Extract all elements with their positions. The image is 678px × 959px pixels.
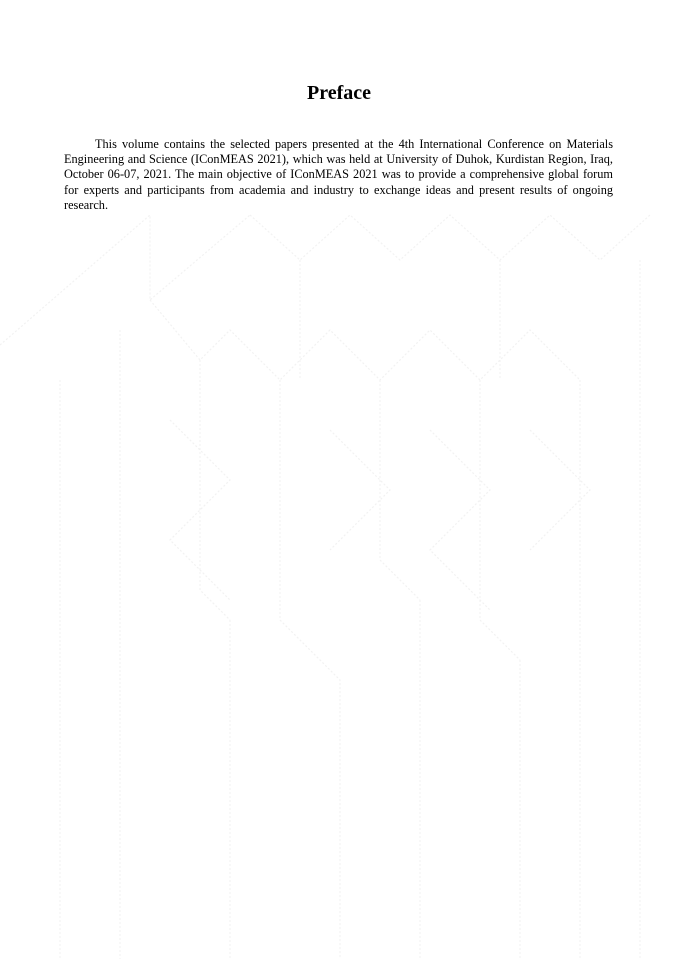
page-title: Preface — [306, 82, 372, 104]
preface-paragraph: This volume contains the selected papers presented at the 4th International Conference on Materials Engineering and Science (IConMEAS 2021), which was held at University of Duhok, Kurdistan Region, Iraq, October 06-07, 2021. The main objective of IConMEAS 2021 was to provide a comprehensive global forum for experts and participants from academia and industry to exchange ideas and present results of ongoing research. — [64, 137, 613, 212]
